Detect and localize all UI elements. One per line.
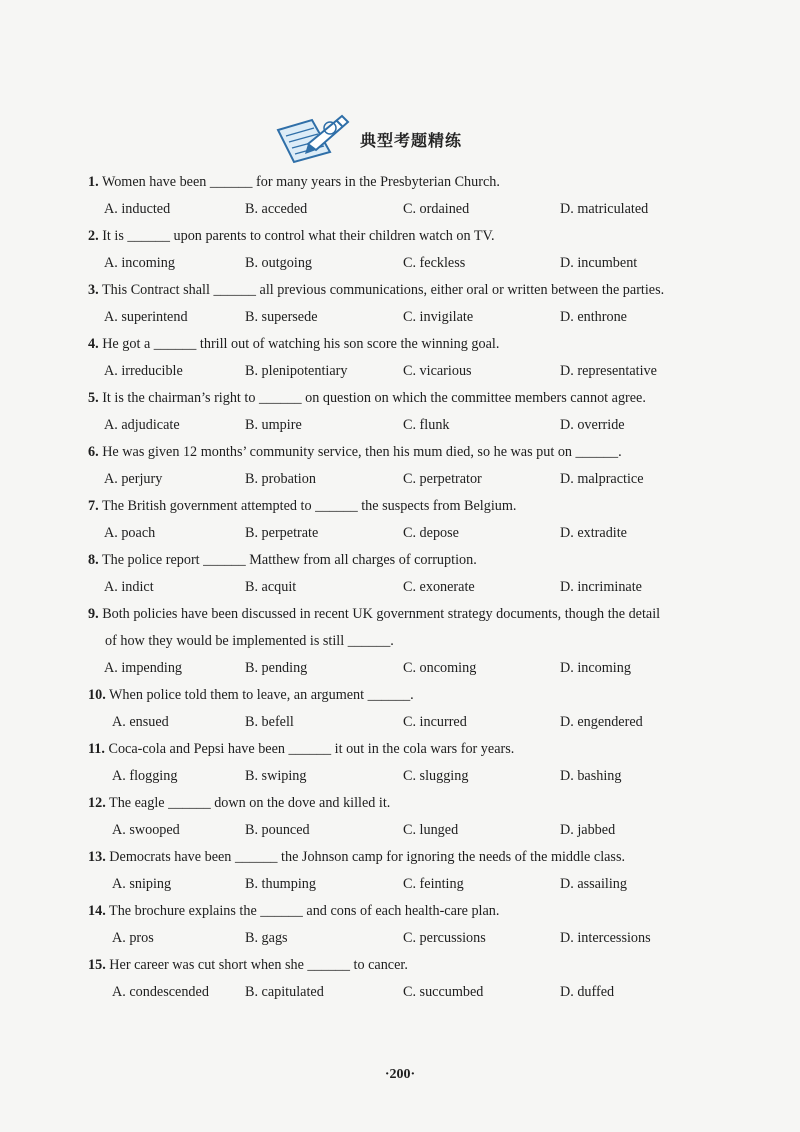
- answer-option[interactable]: B. thumping: [245, 876, 316, 892]
- section-title: 典型考题精练: [360, 131, 463, 150]
- answer-option[interactable]: C. invigilate: [403, 309, 474, 325]
- answer-option[interactable]: A. inducted: [104, 201, 171, 217]
- question-stem: [88, 444, 728, 461]
- question-number: 12.: [88, 795, 106, 811]
- question-stem: [88, 795, 728, 812]
- question-text: The brochure explains the ______ and cons of each health-care plan.: [109, 903, 500, 919]
- question-text-continued: of how they would be implemented is still ______.: [105, 633, 394, 649]
- section-header: [272, 108, 532, 168]
- answer-option[interactable]: C. perpetrator: [403, 471, 482, 487]
- question-stem: [88, 390, 728, 407]
- question-number: 10.: [88, 687, 106, 703]
- question-text: The eagle ______ down on the dove and killed it.: [109, 795, 391, 811]
- question-text: Her career was cut short when she ______ to cancer.: [109, 957, 408, 973]
- answer-option[interactable]: C. succumbed: [403, 984, 484, 1000]
- answer-option[interactable]: A. ensued: [112, 714, 169, 730]
- answer-option[interactable]: C. lunged: [403, 822, 459, 838]
- question-text: Both policies have been discussed in recent UK government strategy documents, though the detail: [102, 606, 661, 622]
- answer-option[interactable]: D. extradite: [560, 525, 627, 541]
- question-number: 13.: [88, 849, 106, 865]
- answer-option[interactable]: B. probation: [245, 471, 316, 487]
- answer-option[interactable]: D. enthrone: [560, 309, 627, 325]
- question-number: 3.: [88, 282, 99, 298]
- answer-option[interactable]: A. incoming: [104, 255, 175, 271]
- answer-option[interactable]: B. capitulated: [245, 984, 324, 1000]
- answer-option[interactable]: B. umpire: [245, 417, 302, 433]
- question-stem: [88, 228, 728, 245]
- question-stem: [88, 957, 728, 974]
- answer-option[interactable]: A. poach: [104, 525, 156, 541]
- question-text: This Contract shall ______ all previous communications, either oral or written between the parties.: [101, 282, 665, 298]
- answer-option[interactable]: A. irreducible: [104, 363, 183, 379]
- question-number: 11.: [88, 741, 105, 757]
- question-stem: [88, 849, 728, 866]
- question-text: When police told them to leave, an argument ______.: [109, 687, 414, 703]
- answer-option[interactable]: C. percussions: [403, 930, 486, 946]
- question-text: He got a ______ thrill out of watching his son score the winning goal.: [102, 336, 500, 352]
- answer-option[interactable]: D. bashing: [560, 768, 622, 784]
- answer-option[interactable]: C. ordained: [403, 201, 470, 217]
- question-stem: [88, 282, 728, 299]
- answer-option[interactable]: C. incurred: [403, 714, 467, 730]
- question-stem: [88, 687, 728, 704]
- answer-option[interactable]: B. pending: [245, 660, 308, 676]
- answer-option[interactable]: C. feckless: [403, 255, 466, 271]
- question-text: He was given 12 months’ community service, then his mum died, so he was put on ______.: [102, 444, 622, 460]
- answer-option[interactable]: D. jabbed: [560, 822, 616, 838]
- answer-option[interactable]: A. sniping: [112, 876, 172, 892]
- answer-option[interactable]: A. impending: [104, 660, 183, 676]
- answer-option[interactable]: C. oncoming: [403, 660, 477, 676]
- question-text: Democrats have been ______ the Johnson camp for ignoring the needs of the middle class.: [109, 849, 626, 865]
- answer-option[interactable]: D. assailing: [560, 876, 627, 892]
- answer-option[interactable]: A. superintend: [104, 309, 188, 325]
- question-number: 14.: [88, 903, 106, 919]
- answer-option[interactable]: A. perjury: [104, 471, 163, 487]
- answer-option[interactable]: A. adjudicate: [104, 417, 180, 433]
- answer-option[interactable]: D. incriminate: [560, 579, 642, 595]
- question-stem: [88, 174, 728, 191]
- answer-option[interactable]: D. malpractice: [560, 471, 644, 487]
- answer-option[interactable]: A. swooped: [112, 822, 180, 838]
- answer-option[interactable]: B. perpetrate: [245, 525, 319, 541]
- pen-writing-icon: [272, 108, 356, 168]
- answer-option[interactable]: B. acceded: [245, 201, 308, 217]
- page-number: ·200·: [384, 1067, 416, 1082]
- answer-option[interactable]: B. outgoing: [245, 255, 313, 271]
- answer-option[interactable]: D. duffed: [560, 984, 615, 1000]
- question-number: 9.: [88, 606, 99, 622]
- answer-option[interactable]: D. intercessions: [560, 930, 651, 946]
- question-text: The police report ______ Matthew from all charges of corruption.: [101, 552, 477, 568]
- answer-option[interactable]: C. vicarious: [403, 363, 472, 379]
- answer-option[interactable]: D. engendered: [560, 714, 643, 730]
- answer-option[interactable]: D. matriculated: [560, 201, 649, 217]
- answer-option[interactable]: A. flogging: [112, 768, 178, 784]
- answer-option[interactable]: C. slugging: [403, 768, 469, 784]
- question-stem: [88, 336, 728, 353]
- question-stem: [88, 498, 728, 515]
- answer-option[interactable]: B. acquit: [245, 579, 297, 595]
- answer-option[interactable]: A. condescended: [112, 984, 209, 1000]
- answer-option[interactable]: B. supersede: [245, 309, 318, 325]
- question-number: 2.: [88, 228, 99, 244]
- question-number: 1.: [88, 174, 99, 190]
- answer-option[interactable]: D. incoming: [560, 660, 631, 676]
- answer-option[interactable]: D. incumbent: [560, 255, 638, 271]
- question-number: 15.: [88, 957, 106, 973]
- answer-option[interactable]: B. swiping: [245, 768, 307, 784]
- question-number: 6.: [88, 444, 99, 460]
- question-number: 7.: [88, 498, 99, 514]
- question-number: 8.: [88, 552, 99, 568]
- question-number: 5.: [88, 390, 99, 406]
- answer-option[interactable]: B. gags: [245, 930, 288, 946]
- question-text: Coca-cola and Pepsi have been ______ it out in the cola wars for years.: [108, 741, 515, 757]
- question-stem: [88, 606, 728, 650]
- answer-option[interactable]: C. exonerate: [403, 579, 475, 595]
- question-text: It is the chairman’s right to ______ on question on which the committee members cannot agree.: [102, 390, 646, 406]
- answer-option[interactable]: D. override: [560, 417, 625, 433]
- answer-option[interactable]: A. pros: [112, 930, 154, 946]
- answer-option[interactable]: B. pounced: [245, 822, 310, 838]
- question-text: Women have been ______ for many years in the Presbyterian Church.: [101, 174, 500, 190]
- question-stem: [88, 552, 728, 569]
- answer-option[interactable]: B. plenipotentiary: [245, 363, 348, 379]
- question-text: The British government attempted to ______ the suspects from Belgium.: [101, 498, 517, 514]
- answer-option[interactable]: A. indict: [104, 579, 154, 595]
- answer-option[interactable]: B. befell: [245, 714, 294, 730]
- question-text: It is ______ upon parents to control what their children watch on TV.: [102, 228, 495, 244]
- answer-option[interactable]: C. feinting: [403, 876, 464, 892]
- answer-option[interactable]: C. depose: [403, 525, 459, 541]
- answer-option[interactable]: D. representative: [560, 363, 657, 379]
- question-number: 4.: [88, 336, 99, 352]
- question-stem: [88, 741, 728, 758]
- answer-option[interactable]: C. flunk: [403, 417, 450, 433]
- question-stem: [88, 903, 728, 920]
